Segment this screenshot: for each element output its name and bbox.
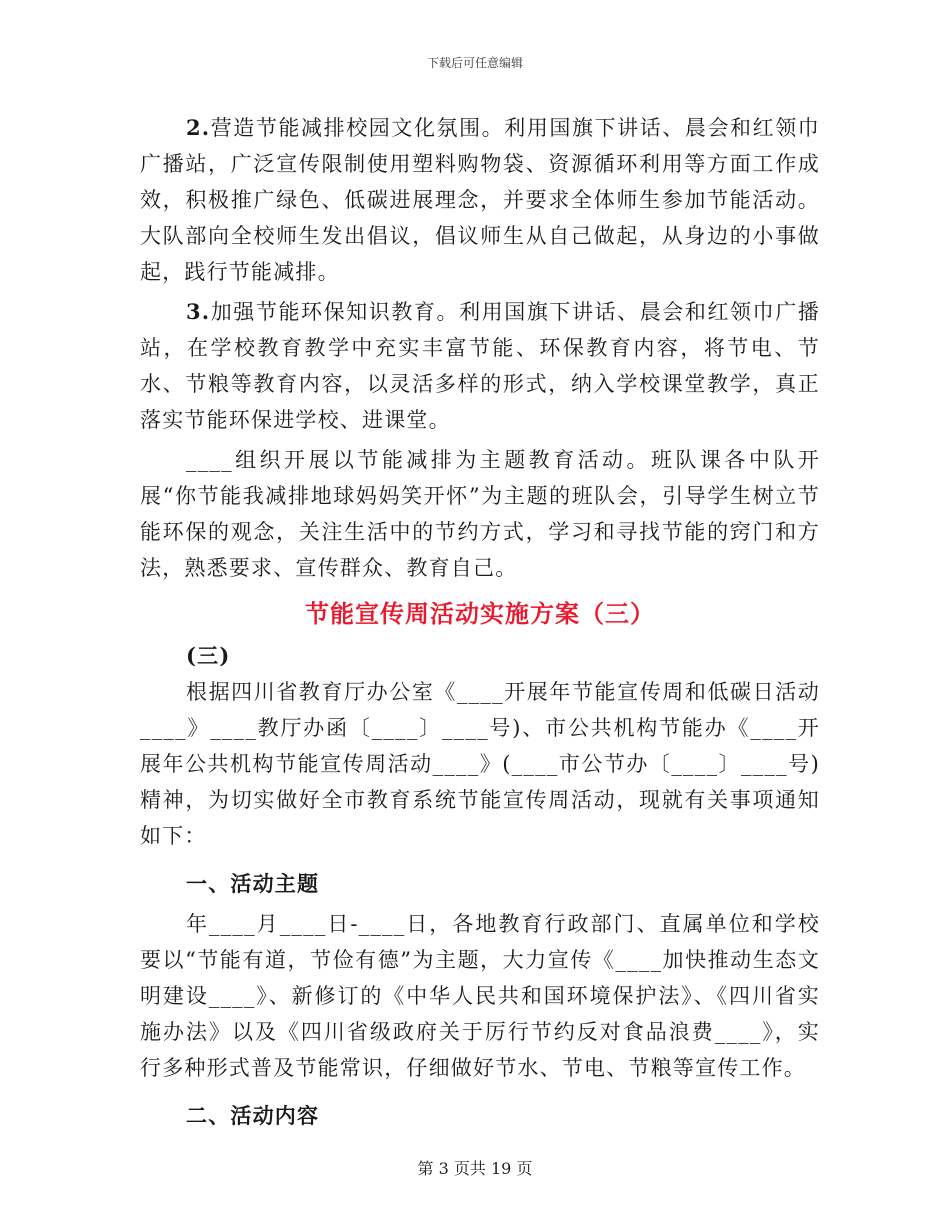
paragraph-3 [140, 294, 820, 438]
paragraph-theme: 年____月____日-____日，各地教育行政部门、直属单位和学校要以“节能有道，节俭有德”为主题，大力宣传《____加快推动生态文明建设____》、新修订的《中华人民共和国环境保护法》、《四川省实施办法》以及《四川省级政府关于厉行节约反对食品浪费____》，实行多种形式普及节能常识，仔细做好节水、节电、节粮等宣传工作。 [140, 912, 820, 1080]
document-title: 节能宣传周活动实施方案（三） [305, 599, 655, 628]
section-heading-content: 二、活动内容 [186, 1103, 320, 1128]
paragraph-number: 2. [186, 115, 211, 140]
paragraph-number: 3. [186, 299, 211, 324]
subheading: (三) [186, 643, 231, 668]
paragraph-notice: 根据四川省教育厅办公室《____开展年节能宣传周和低碳日活动____》____教厅办函〔____〕____号)、市公共机构节能办《____开展年公共机构节能宣传周活动____》(____市公节办〔____〕____号)精神，为切实做好全市教育系统节能宣传周活动，现就有关事项通知如下： [140, 680, 820, 848]
paragraph-text: 营造节能减排校园文化氛围。利用国旗下讲话、晨会和红领巾广播站，广泛宣传限制使用塑料购物袋、资源循环利用等方面工作成效，积极推广绿色、低碳进展理念，并要求全体师生参加节能活动。大队部向全校师生发出倡议，倡议师生从自己做起，从身边的小事做起，践行节能减排。 [140, 116, 820, 284]
paragraph-2 [140, 110, 820, 290]
page-number: 第 3 页共 19 页 [417, 1159, 533, 1178]
paragraph-activity: ____组织开展以节能减排为主题教育活动。班队课各中队开展“你节能我减排地球妈妈笑开怀”为主题的班队会，引导学生树立节能环保的观念，关注生活中的节约方式，学习和寻找节能的窍门和方法，熟悉要求、宣传群众、教育自己。 [140, 448, 820, 580]
page-header-note: 下载后可任意编辑 [426, 56, 523, 70]
paragraph-text: 加强节能环保知识教育。利用国旗下讲话、晨会和红领巾广播站，在学校教育教学中充实丰富节能、环保教育内容，将节电、节水、节粮等教育内容，以灵活多样的形式，纳入学校课堂教学，真正落实节能环保进学校、进课堂。 [140, 300, 820, 432]
document-body [140, 110, 820, 1134]
section-heading-theme: 一、活动主题 [186, 871, 320, 896]
